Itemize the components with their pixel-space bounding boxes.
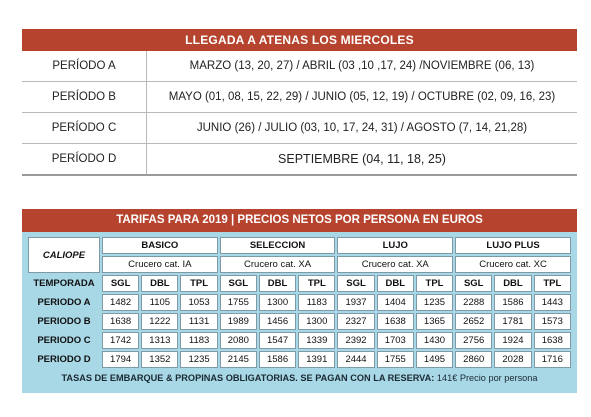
price-cell: 1755	[220, 294, 257, 311]
price-cell: 1703	[377, 332, 414, 349]
price-cell: 2327	[337, 313, 374, 330]
cabin-category: Crucero cat. XC	[455, 256, 571, 273]
price-cell: 2652	[455, 313, 492, 330]
table-row	[22, 51, 577, 82]
occupancy-tpl: TPL	[180, 275, 217, 292]
arrival-table-title: LLEGADA A ATENAS LOS MIERCOLES	[22, 29, 577, 51]
price-cell: 1430	[416, 332, 453, 349]
period-label: PERIODO A	[28, 294, 100, 311]
footer-row	[28, 370, 571, 386]
price-cell: 2288	[455, 294, 492, 311]
price-cell: 1300	[298, 313, 335, 330]
arrival-table-grid	[22, 51, 577, 174]
period-label: PERÍODO D	[22, 144, 147, 175]
price-cell: 1222	[141, 313, 178, 330]
category-name: BASICO	[102, 237, 218, 254]
arrival-dates-table	[22, 29, 577, 176]
ship-name: CALIOPE	[28, 237, 100, 273]
category-row	[28, 237, 571, 254]
price-cell: 1404	[377, 294, 414, 311]
occupancy-tpl: TPL	[534, 275, 571, 292]
cabin-category: Crucero cat. XA	[220, 256, 336, 273]
rates-table	[22, 209, 577, 393]
price-cell: 1443	[534, 294, 571, 311]
occupancy-dbl: DBL	[377, 275, 414, 292]
season-label: TEMPORADA	[28, 275, 100, 292]
occupancy-tpl: TPL	[298, 275, 335, 292]
occupancy-dbl: DBL	[259, 275, 296, 292]
price-cell: 2392	[337, 332, 374, 349]
occupancy-tpl: TPL	[416, 275, 453, 292]
price-cell: 2756	[455, 332, 492, 349]
occupancy-dbl: DBL	[141, 275, 178, 292]
cabin-category: Crucero cat. XA	[337, 256, 453, 273]
occupancy-sgl: SGL	[337, 275, 374, 292]
occupancy-sgl: SGL	[220, 275, 257, 292]
price-cell: 2444	[337, 351, 374, 368]
price-cell: 1235	[180, 351, 217, 368]
table-row	[28, 313, 571, 330]
price-cell: 1391	[298, 351, 335, 368]
category-name: LUJO PLUS	[455, 237, 571, 254]
table-row	[28, 294, 571, 311]
occupancy-sgl: SGL	[455, 275, 492, 292]
price-cell: 1365	[416, 313, 453, 330]
price-cell: 1183	[180, 332, 217, 349]
price-cell: 1235	[416, 294, 453, 311]
price-cell: 1924	[494, 332, 531, 349]
category-name: SELECCION	[220, 237, 336, 254]
cabin-row	[28, 256, 571, 273]
price-cell: 1794	[102, 351, 139, 368]
period-dates: JUNIO (26) / JULIO (03, 10, 17, 24, 31) / AGOSTO (7, 14, 21,28)	[147, 113, 578, 144]
price-cell: 1586	[494, 294, 531, 311]
period-label: PERÍODO A	[22, 51, 147, 82]
category-name: LUJO	[337, 237, 453, 254]
price-cell: 1482	[102, 294, 139, 311]
period-dates: SEPTIEMBRE (04, 11, 18, 25)	[147, 144, 578, 175]
price-cell: 1716	[534, 351, 571, 368]
rates-table-title: TARIFAS PARA 2019 | PRECIOS NETOS POR PERSONA EN EUROS	[22, 209, 577, 232]
price-cell: 1989	[220, 313, 257, 330]
price-cell: 1105	[141, 294, 178, 311]
table-row	[22, 144, 577, 175]
table-row	[22, 113, 577, 144]
price-cell: 1586	[259, 351, 296, 368]
period-label: PERÍODO C	[22, 113, 147, 144]
price-cell: 2860	[455, 351, 492, 368]
rates-grid	[26, 235, 573, 388]
rates-table-body	[22, 232, 577, 393]
price-cell: 1183	[298, 294, 335, 311]
occupancy-row	[28, 275, 571, 292]
occupancy-sgl: SGL	[102, 275, 139, 292]
period-label: PERIODO B	[28, 313, 100, 330]
price-cell: 2145	[220, 351, 257, 368]
price-cell: 1638	[377, 313, 414, 330]
table-row	[28, 332, 571, 349]
price-cell: 1638	[102, 313, 139, 330]
price-cell: 1352	[141, 351, 178, 368]
table-row	[28, 351, 571, 368]
price-cell: 1937	[337, 294, 374, 311]
price-cell: 1573	[534, 313, 571, 330]
period-label: PERÍODO B	[22, 82, 147, 113]
taxes-note-text: TASAS DE EMBARQUE & PROPINAS OBLIGATORIAS. SE PAGAN CON LA RESERVA:	[61, 373, 435, 383]
taxes-note	[28, 370, 571, 386]
price-cell: 1339	[298, 332, 335, 349]
period-label: PERIODO D	[28, 351, 100, 368]
cabin-category: Crucero cat. IA	[102, 256, 218, 273]
price-cell: 1742	[102, 332, 139, 349]
price-cell: 1781	[494, 313, 531, 330]
taxes-note-price: 141€ Precio por persona	[436, 373, 538, 383]
price-cell: 2080	[220, 332, 257, 349]
price-cell: 1755	[377, 351, 414, 368]
period-label: PERIODO C	[28, 332, 100, 349]
occupancy-dbl: DBL	[494, 275, 531, 292]
period-dates: MARZO (13, 20, 27) / ABRIL (03 ,10 ,17, 24) /NOVIEMBRE (06, 13)	[147, 51, 578, 82]
price-cell: 1053	[180, 294, 217, 311]
price-cell: 1456	[259, 313, 296, 330]
price-cell: 1547	[259, 332, 296, 349]
period-dates: MAYO (01, 08, 15, 22, 29) / JUNIO (05, 12, 19) / OCTUBRE (02, 09, 16, 23)	[147, 82, 578, 113]
table-row	[22, 82, 577, 113]
price-cell: 1638	[534, 332, 571, 349]
price-cell: 1495	[416, 351, 453, 368]
price-cell: 1300	[259, 294, 296, 311]
price-cell: 2028	[494, 351, 531, 368]
price-cell: 1313	[141, 332, 178, 349]
price-cell: 1131	[180, 313, 217, 330]
